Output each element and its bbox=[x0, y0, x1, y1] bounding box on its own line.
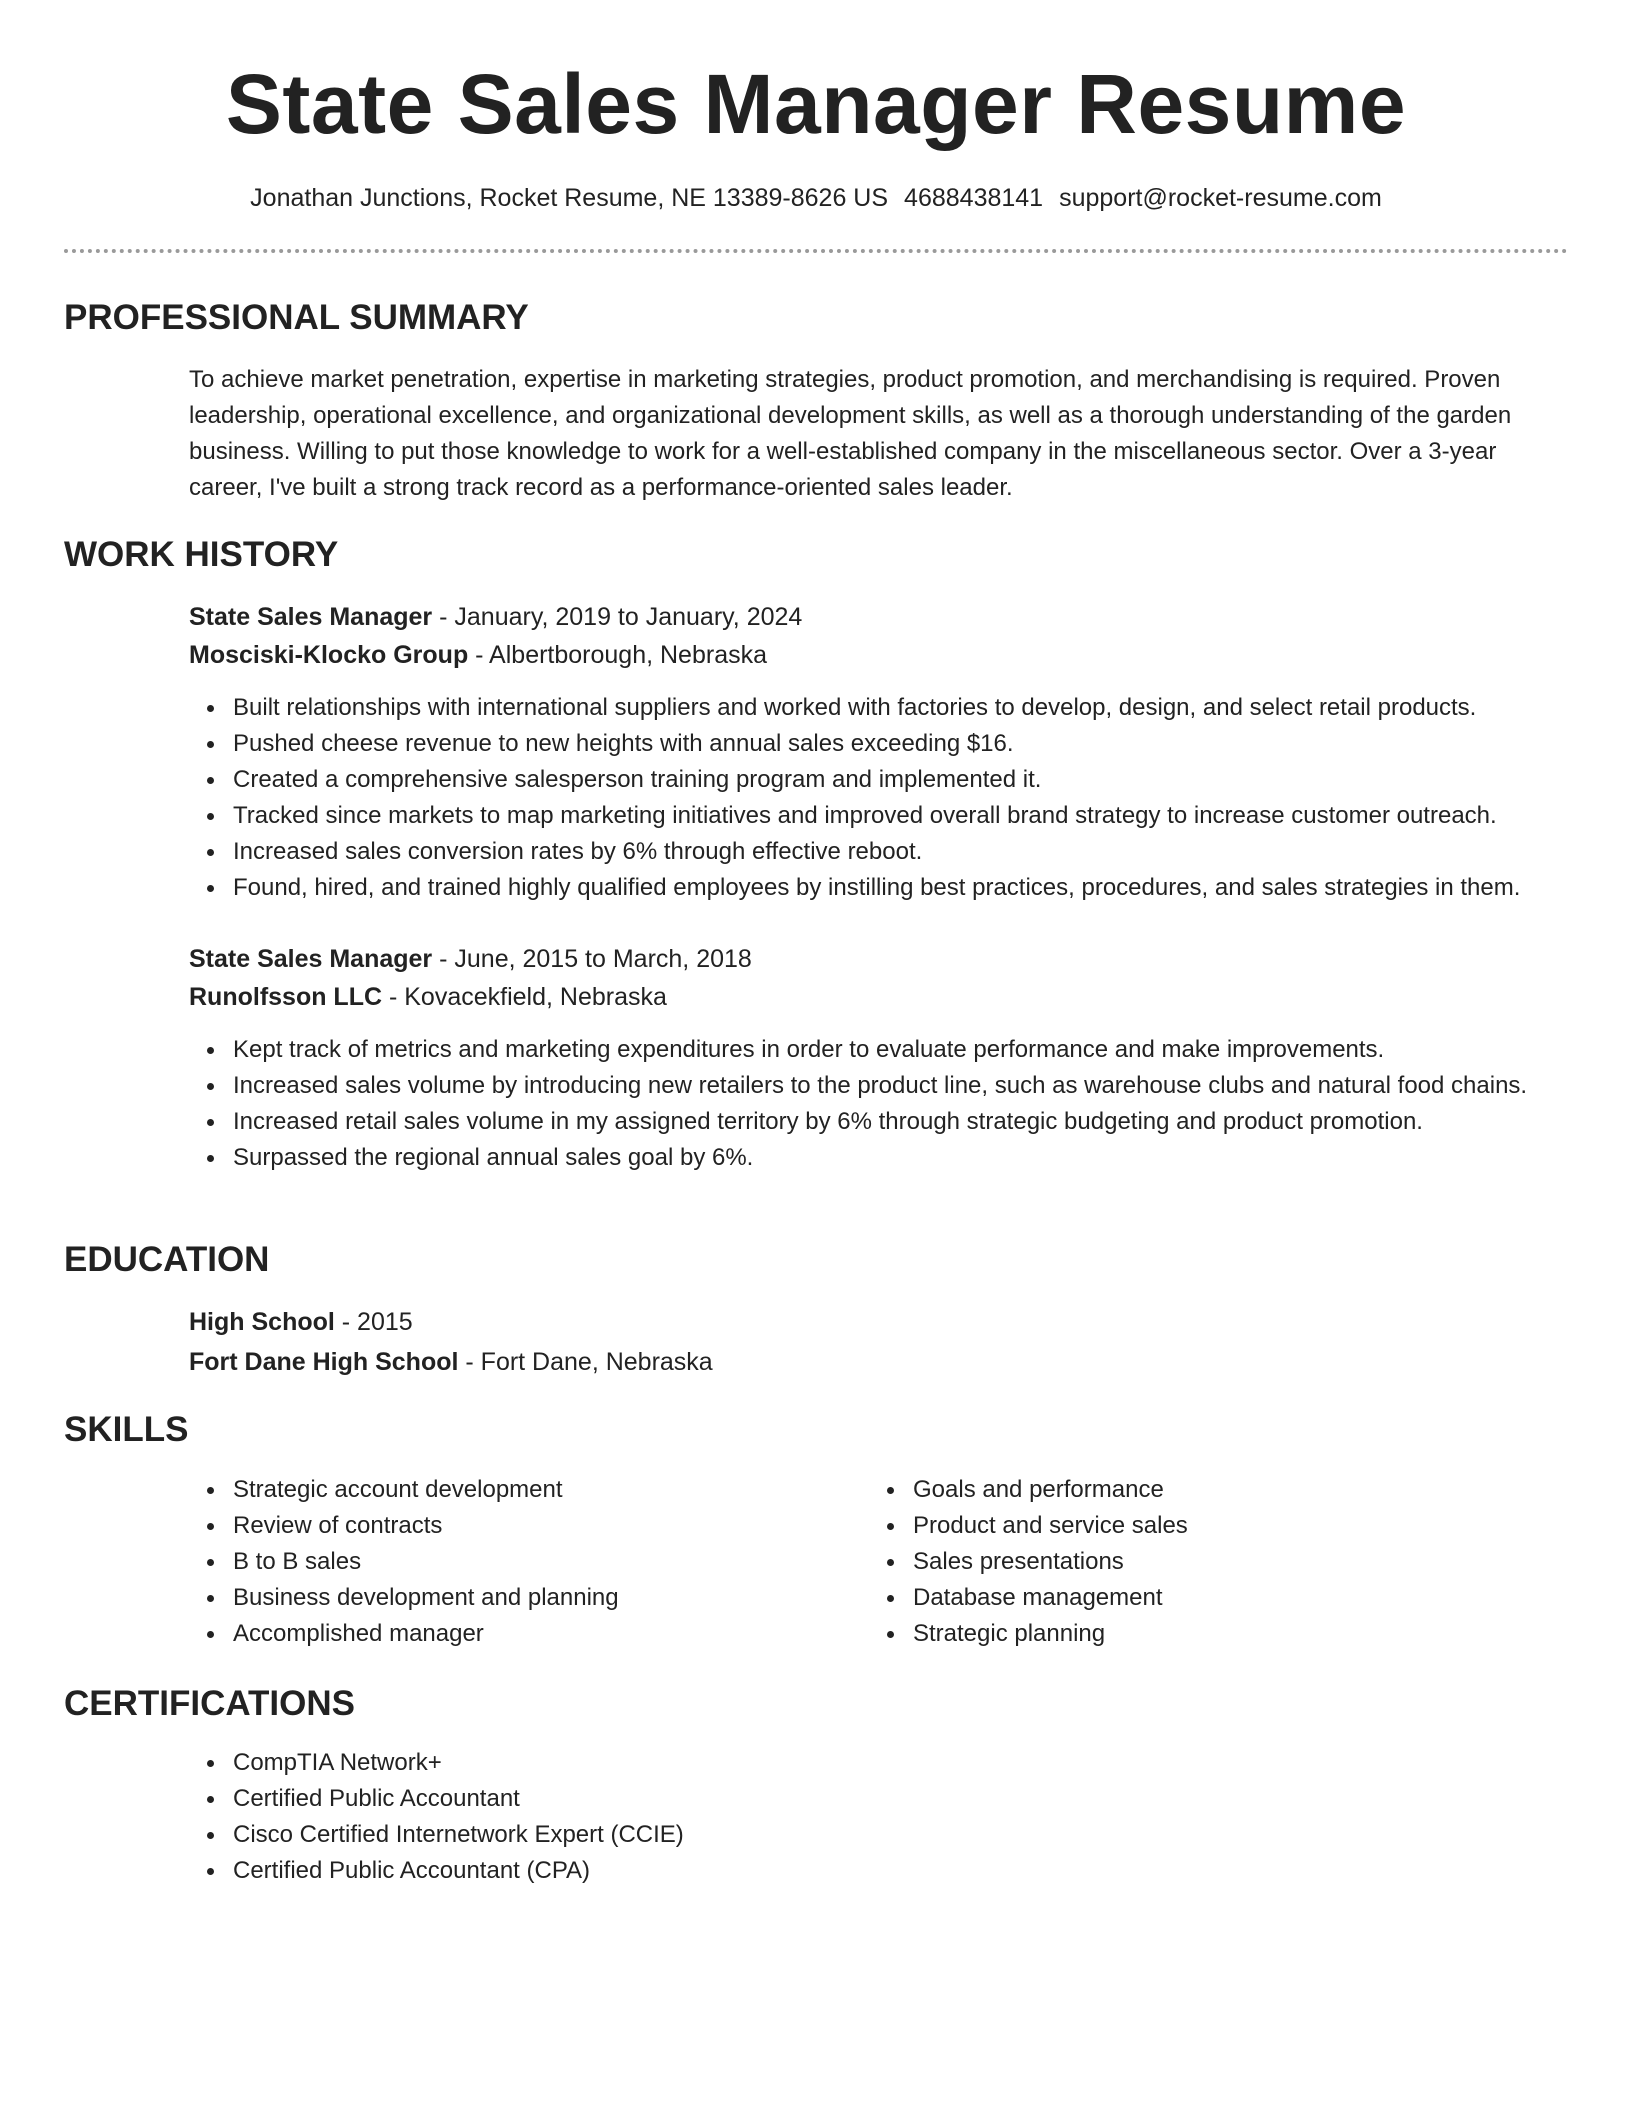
list-item: Database management bbox=[913, 1580, 1549, 1616]
skills-list-left bbox=[189, 1472, 869, 1652]
certifications-list bbox=[189, 1745, 1569, 1889]
job-title: State Sales Manager bbox=[189, 945, 433, 973]
summary-text: To achieve market penetration, expertise in marketing strategies, product promotion, and merchandising is required. Proven leadership, operational excellence, and organizational development skills, as well as a thorough understanding of the garden business. Willing to put those knowledge to work for a well-established company in the miscellaneous sector. Over a 3-year career, I've built a strong track record as a performance-oriented sales leader. bbox=[189, 366, 1512, 501]
job-location: - Kovacekfield, Nebraska bbox=[382, 983, 667, 1011]
job-company-line bbox=[189, 636, 1569, 674]
list-item: Review of contracts bbox=[233, 1508, 869, 1544]
education-school: Fort Dane High School bbox=[189, 1348, 459, 1376]
job-title-line bbox=[189, 598, 1569, 636]
list-item: Built relationships with international suppliers and worked with factories to develop, design, and select retail products. bbox=[233, 690, 1569, 726]
education-degree-line bbox=[189, 1302, 1569, 1342]
skills-heading: SKILLS bbox=[64, 1410, 189, 1449]
list-item: B to B sales bbox=[233, 1544, 869, 1580]
education-year: - 2015 bbox=[334, 1308, 413, 1336]
certifications-block bbox=[189, 1745, 1569, 1889]
summary-heading: PROFESSIONAL SUMMARY bbox=[64, 298, 529, 337]
list-item: Certified Public Accountant bbox=[233, 1781, 1569, 1817]
list-item: Increased retail sales volume in my assigned territory by 6% through strategic budgeting and product promotion. bbox=[233, 1104, 1569, 1140]
job-dates: - January, 2019 to January, 2024 bbox=[432, 603, 803, 631]
education-location: - Fort Dane, Nebraska bbox=[458, 1348, 713, 1376]
job-entry bbox=[189, 598, 1569, 906]
contact-email: support@rocket-resume.com bbox=[1059, 184, 1382, 212]
job-location: - Albertborough, Nebraska bbox=[468, 641, 767, 669]
job-company-line bbox=[189, 978, 1569, 1016]
contact-address: Jonathan Junctions, Rocket Resume, NE 13389-8626 US bbox=[250, 184, 889, 212]
job-title: State Sales Manager bbox=[189, 603, 433, 631]
skills-column-right bbox=[869, 1472, 1549, 1652]
list-item: Strategic account development bbox=[233, 1472, 869, 1508]
list-item: Strategic planning bbox=[913, 1616, 1549, 1652]
job-bullets bbox=[189, 690, 1569, 906]
skills-column-left bbox=[189, 1472, 869, 1652]
list-item: CompTIA Network+ bbox=[233, 1745, 1569, 1781]
list-item: Found, hired, and trained highly qualified employees by instilling best practices, procedures, and sales strategies in them. bbox=[233, 870, 1569, 906]
list-item: Kept track of metrics and marketing expenditures in order to evaluate performance and make improvements. bbox=[233, 1032, 1569, 1068]
skills-list-right bbox=[869, 1472, 1549, 1652]
resume-title: State Sales Manager Resume bbox=[225, 57, 1407, 151]
education-school-line bbox=[189, 1342, 1569, 1382]
list-item: Certified Public Accountant (CPA) bbox=[233, 1853, 1569, 1889]
job-dates: - June, 2015 to March, 2018 bbox=[432, 945, 752, 973]
education-entry bbox=[189, 1302, 1569, 1382]
job-company: Mosciski-Klocko Group bbox=[189, 641, 469, 669]
certifications-heading: CERTIFICATIONS bbox=[64, 1684, 356, 1723]
list-item: Created a comprehensive salesperson training program and implemented it. bbox=[233, 762, 1569, 798]
list-item: Increased sales conversion rates by 6% through effective reboot. bbox=[233, 834, 1569, 870]
contact-phone: 4688438141 bbox=[904, 184, 1044, 212]
list-item: Goals and performance bbox=[913, 1472, 1549, 1508]
contact-line bbox=[0, 178, 1632, 218]
list-item: Business development and planning bbox=[233, 1580, 869, 1616]
list-item: Tracked since markets to map marketing initiatives and improved overall brand strategy to increase customer outreach. bbox=[233, 798, 1569, 834]
list-item: Product and service sales bbox=[913, 1508, 1549, 1544]
education-heading: EDUCATION bbox=[64, 1240, 270, 1279]
work-history-heading: WORK HISTORY bbox=[64, 535, 339, 574]
education-degree: High School bbox=[189, 1308, 335, 1336]
list-item: Cisco Certified Internetwork Expert (CCIE) bbox=[233, 1817, 1569, 1853]
list-item: Sales presentations bbox=[913, 1544, 1549, 1580]
job-company: Runolfsson LLC bbox=[189, 983, 383, 1011]
list-item: Increased sales volume by introducing new retailers to the product line, such as warehouse clubs and natural food chains. bbox=[233, 1068, 1569, 1104]
list-item: Pushed cheese revenue to new heights with annual sales exceeding $16. bbox=[233, 726, 1569, 762]
header-divider bbox=[64, 249, 1568, 253]
skills-block bbox=[189, 1472, 1569, 1652]
job-entry bbox=[189, 940, 1569, 1176]
job-bullets bbox=[189, 1032, 1569, 1176]
list-item: Surpassed the regional annual sales goal by 6%. bbox=[233, 1140, 1569, 1176]
job-title-line bbox=[189, 940, 1569, 978]
summary-block bbox=[189, 362, 1569, 506]
skills-grid bbox=[189, 1472, 1569, 1652]
list-item: Accomplished manager bbox=[233, 1616, 869, 1652]
